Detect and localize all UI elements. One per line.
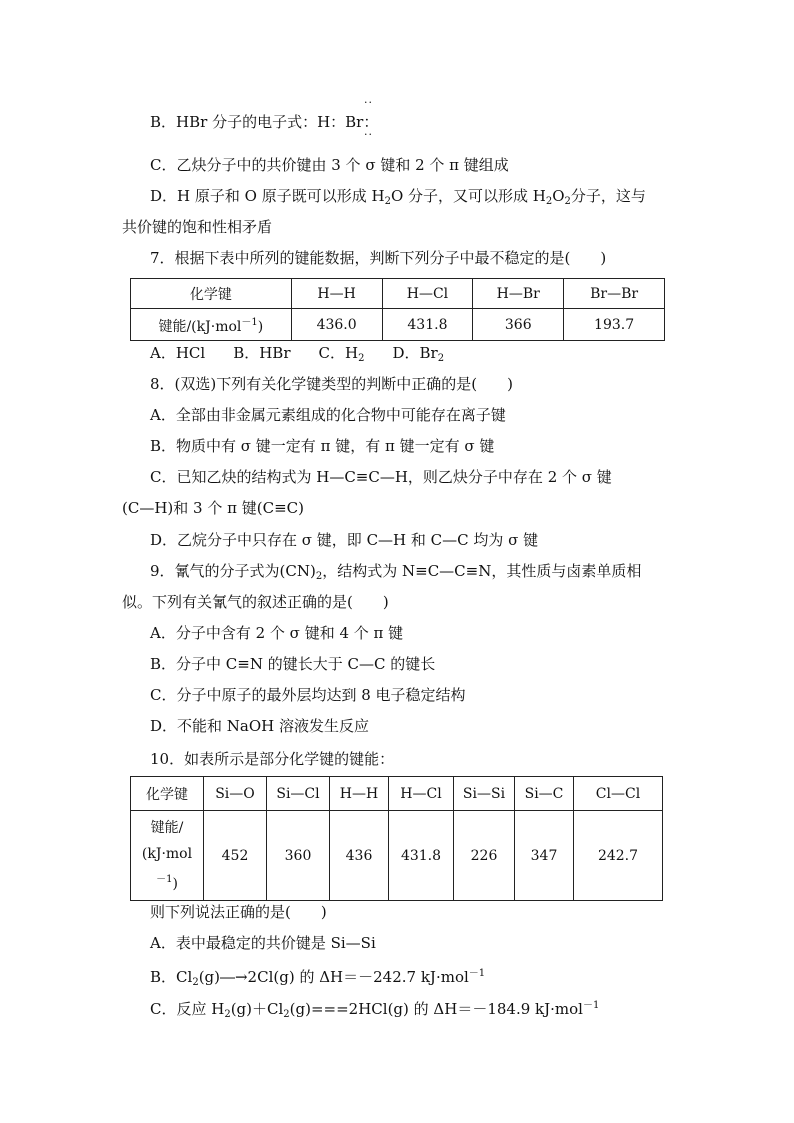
q10-option-c: C．反应 $H_2(g)+Cl_2(g)===2HCl(g)$ 的 ΔH＝－184.9 kJ·mol$^{-1}$ [150,1000,600,1020]
table-cell: H—H [330,777,389,811]
electron-dots-top: ·· [364,96,373,109]
table-row-label: 键能/(kJ·mol$^{-1}$) [131,309,292,341]
q10-option-a: A．表中最稳定的共价键是 Si—Si [150,934,376,952]
table-cell: 242.7 [574,811,663,901]
table-header-label: 化学键 [131,279,292,309]
q7-options: A．HCl B．HBr C．$H_2$ D．$Br_2$ [150,344,445,364]
table-cell: H—Br [473,279,564,309]
q10-option-b: B．$Cl_2(g)―\to 2Cl(g)$ 的 ΔH＝－242.7 kJ·mol$^{-1}$ [150,968,486,988]
table-cell: 366 [473,309,564,341]
q6-option-d-line1: D．H 原子和 O 原子既可以形成 $H_2O$ 分子，又可以形成 $H_2O_2$分子，这与 [150,187,646,207]
q10-bond-energy-table [130,776,663,901]
table-row-label: 键能/ (kJ·mol $^{-1}$) [131,811,204,901]
q8-option-d: D．乙烷分子中只存在 σ 键，即 C—H 和 C—C 均为 σ 键 [150,531,539,549]
q7-bond-energy-table [130,278,665,341]
q9-stem-line1: 9．氰气的分子式为$(CN)_2$，结构式为 N≡C—C≡N，其性质与卤素单质相 [150,562,642,582]
table-cell: H—Cl [382,279,473,309]
table-cell: 431.8 [389,811,454,901]
table-cell: 436.0 [291,309,382,341]
table-cell: Si—O [204,777,267,811]
table-cell: Cl—Cl [574,777,663,811]
electron-dots-bottom: ·· [364,128,373,141]
q9-option-d: D．不能和 NaOH 溶液发生反应 [150,717,370,735]
table-cell: H—Cl [389,777,454,811]
q8-stem: 8．(双选)下列有关化学键类型的判断中正确的是( ) [150,375,513,393]
q10-prompt: 则下列说法正确的是( ) [150,903,327,921]
table-cell: Si—Cl [267,777,330,811]
table-cell: Si—C [515,777,574,811]
q8-option-c-line1: C．已知乙炔的结构式为 H—C≡C—H，则乙炔分子中存在 2 个 σ 键 [150,468,612,486]
table-header-label: 化学键 [131,777,204,811]
table-cell: Br—Br [564,279,665,309]
q6-option-c: C．乙炔分子中的共价键由 3 个 σ 键和 2 个 π 键组成 [150,156,509,174]
q9-stem-line2: 似。下列有关氰气的叙述正确的是( ) [122,593,389,611]
q8-option-b: B．物质中有 σ 键一定有 π 键，有 π 键一定有 σ 键 [150,437,495,455]
table-cell: 431.8 [382,309,473,341]
table-cell: 226 [454,811,515,901]
table-cell: H—H [291,279,382,309]
q8-option-a: A．全部由非金属元素组成的化合物中可能存在离子键 [150,406,506,424]
table-cell: Si—Si [454,777,515,811]
table-cell: 436 [330,811,389,901]
q9-option-c: C．分子中原子的最外层均达到 8 电子稳定结构 [150,686,466,704]
table-cell: 347 [515,811,574,901]
table-cell: 452 [204,811,267,901]
q6-option-d-line2: 共价键的饱和性相矛盾 [122,218,273,236]
q6-option-b: B．HBr 分子的电子式：H：Br： [150,113,379,131]
hbr-electron-formula: H：Br： [317,113,379,131]
q10-stem: 10．如表所示是部分化学键的键能： [150,750,395,768]
table-cell: 193.7 [564,309,665,341]
q9-option-b: B．分子中 C≡N 的键长大于 C—C 的键长 [150,655,436,673]
q8-option-c-line2: (C—H)和 3 个 π 键(C≡C) [122,499,304,517]
table-cell: 360 [267,811,330,901]
q7-stem: 7．根据下表中所列的键能数据，判断下列分子中最不稳定的是( ) [150,249,607,267]
q9-option-a: A．分子中含有 2 个 σ 键和 4 个 π 键 [150,624,404,642]
